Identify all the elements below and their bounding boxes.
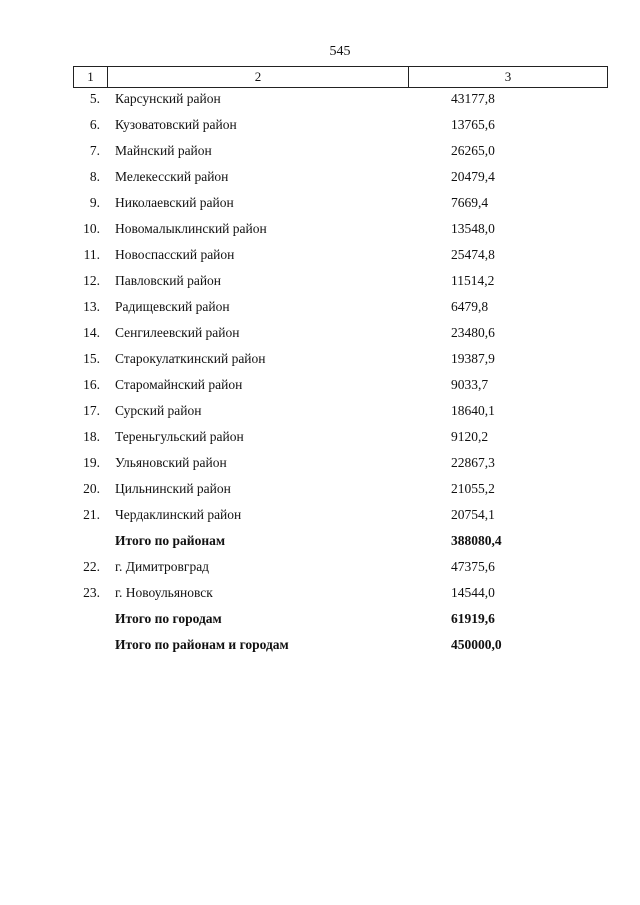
row-value: 22867,3 xyxy=(451,455,495,470)
row-value: 6479,8 xyxy=(451,299,489,314)
row-number: 20. xyxy=(83,481,100,496)
table-row xyxy=(0,273,640,293)
table-row xyxy=(0,117,640,137)
row-name: Цильнинский район xyxy=(115,481,231,496)
header-col-1: 1 xyxy=(74,67,108,87)
table-row xyxy=(0,169,640,189)
row-value: 9120,2 xyxy=(451,429,489,444)
row-value: 23480,6 xyxy=(451,325,495,340)
row-number: 8. xyxy=(89,169,100,184)
row-number: 23. xyxy=(83,585,100,600)
row-number: 13. xyxy=(83,299,100,314)
row-number: 17. xyxy=(83,403,100,418)
table-row xyxy=(0,247,640,267)
row-number: 22. xyxy=(83,559,100,574)
row-number: 5. xyxy=(89,91,100,106)
table-row xyxy=(0,143,640,163)
table-row xyxy=(0,507,640,527)
row-value: 7669,4 xyxy=(451,195,489,210)
row-name: Итого по районам xyxy=(115,533,226,548)
row-name: Тереньгульский район xyxy=(115,429,244,444)
row-value: 26265,0 xyxy=(451,143,495,158)
table-row xyxy=(0,91,640,111)
row-name: Карсунский район xyxy=(115,91,221,106)
row-name: Старомайнский район xyxy=(115,377,243,392)
row-name: Старокулаткинский район xyxy=(115,351,266,366)
table-row xyxy=(0,195,640,215)
row-name: Павловский район xyxy=(115,273,222,288)
row-name: Новоспасский район xyxy=(115,247,235,262)
row-number: 21. xyxy=(83,507,100,522)
row-name: Сенгилеевский район xyxy=(115,325,240,340)
table-row xyxy=(0,559,640,579)
row-value: 43177,8 xyxy=(451,91,495,106)
row-value: 47375,6 xyxy=(451,559,495,574)
table-row xyxy=(0,403,640,423)
row-value: 20479,4 xyxy=(451,169,495,184)
row-value: 18640,1 xyxy=(451,403,495,418)
row-number: 9. xyxy=(89,195,100,210)
row-value: 20754,1 xyxy=(451,507,495,522)
row-value: 19387,9 xyxy=(451,351,495,366)
subtotal-row xyxy=(0,611,640,631)
row-value: 388080,4 xyxy=(451,533,502,548)
subtotal-row xyxy=(0,533,640,553)
row-number: 18. xyxy=(83,429,100,444)
row-name: Ульяновский район xyxy=(115,455,227,470)
row-number: 16. xyxy=(83,377,100,392)
row-value: 450000,0 xyxy=(451,637,502,652)
table-header xyxy=(73,66,608,88)
row-value: 21055,2 xyxy=(451,481,495,496)
table-row xyxy=(0,221,640,241)
table-row xyxy=(0,481,640,501)
header-col-2: 2 xyxy=(108,67,409,87)
row-value: 11514,2 xyxy=(451,273,495,288)
row-name: Майнский район xyxy=(115,143,212,158)
row-name: г. Димитровград xyxy=(115,559,210,574)
header-col-3: 3 xyxy=(504,69,512,84)
table-row xyxy=(0,377,640,397)
row-value: 14544,0 xyxy=(451,585,495,600)
table-row xyxy=(0,429,640,449)
row-number: 15. xyxy=(83,351,100,366)
row-value: 25474,8 xyxy=(451,247,495,262)
row-name: Мелекесский район xyxy=(115,169,229,184)
row-number: 7. xyxy=(89,143,100,158)
row-name: Радищевский район xyxy=(115,299,230,314)
table-row xyxy=(0,351,640,371)
row-value: 13548,0 xyxy=(451,221,495,236)
grand-total-row xyxy=(0,637,640,657)
row-name: Чердаклинский район xyxy=(115,507,242,522)
row-value: 9033,7 xyxy=(451,377,489,392)
row-name: Новомалыклинский район xyxy=(115,221,267,236)
row-value: 61919,6 xyxy=(451,611,495,626)
table-row xyxy=(0,455,640,475)
row-name: Николаевский район xyxy=(115,195,234,210)
row-number: 12. xyxy=(83,273,100,288)
row-number: 14. xyxy=(83,325,100,340)
row-number: 19. xyxy=(83,455,100,470)
row-name: Итого по районам и городам xyxy=(115,637,289,652)
row-name: Итого по городам xyxy=(115,611,222,626)
row-number: 6. xyxy=(89,117,100,132)
table-row xyxy=(0,325,640,345)
page-number: 545 xyxy=(329,44,351,59)
row-value: 13765,6 xyxy=(451,117,495,132)
row-name: Сурский район xyxy=(115,403,202,418)
row-number: 10. xyxy=(83,221,100,236)
table-row xyxy=(0,299,640,319)
table-row xyxy=(0,585,640,605)
row-number: 11. xyxy=(83,247,100,262)
row-name: г. Новоульяновск xyxy=(115,585,213,600)
row-name: Кузоватовский район xyxy=(115,117,237,132)
